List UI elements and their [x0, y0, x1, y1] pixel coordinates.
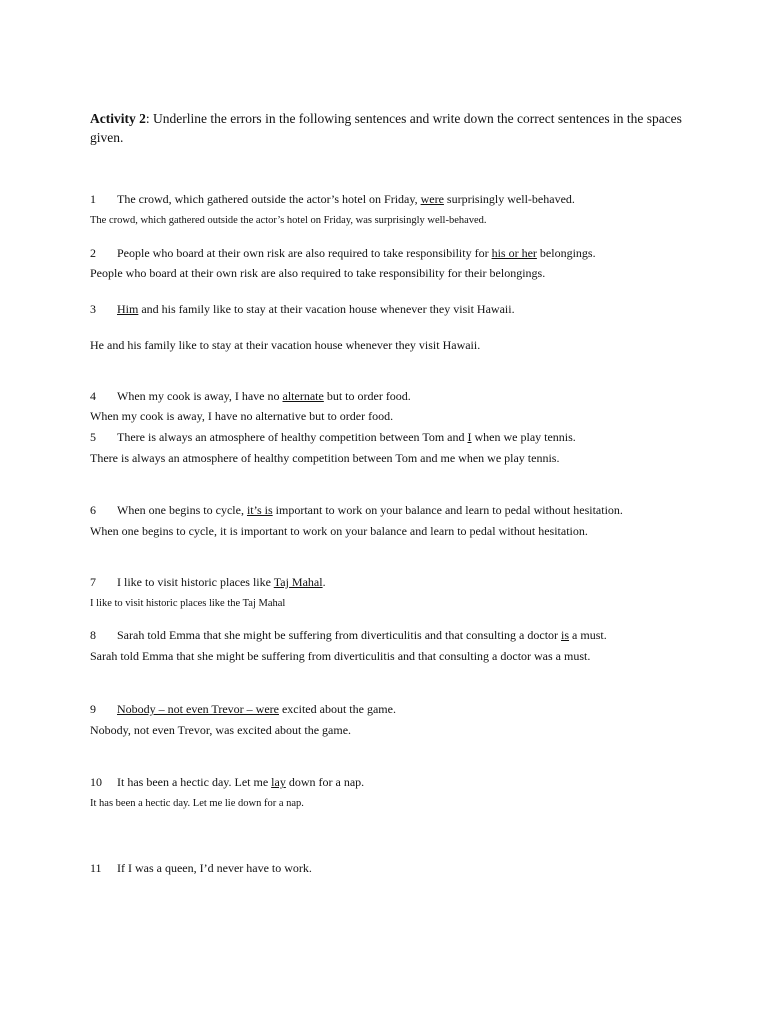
question-10: 10 It has been a hectic day. Let me lay down for a nap. [90, 775, 365, 789]
activity-heading [90, 109, 690, 147]
question-9: 9 Nobody – not even Trevor – were excited about the game. [90, 702, 396, 716]
question-4: 4 When my cook is away, I have no alternate but to order food. [90, 389, 411, 403]
error-underline: I [467, 430, 472, 444]
question-3: 3 Him and his family like to stay at their vacation house whenever they visit Hawaii. [90, 302, 515, 316]
answer-2: People who board at their own risk are also required to take responsibility for their belongings. [90, 266, 546, 280]
question-1: 1 The crowd, which gathered outside the actor’s hotel on Friday, were surprisingly well-behaved. [90, 192, 575, 206]
question-2: 2 People who board at their own risk are also required to take responsibility for his or her belongings. [90, 246, 596, 260]
error-underline: it’s is [246, 503, 273, 517]
activity-instructions: : Underline the errors in the following sentences and write down the correct sentences in the spaces given. [90, 111, 682, 145]
question-5: 5 There is always an atmosphere of healthy competition between Tom and I when we play tennis. [90, 430, 576, 444]
answer-3: He and his family like to stay at their vacation house whenever they visit Hawaii. [90, 338, 481, 352]
error-underline: were [420, 192, 444, 206]
question-7: 7 I like to visit historic places like Taj Mahal. [90, 575, 326, 589]
question-11: 11 If I was a queen, I’d never have to work. [90, 861, 312, 875]
answer-8: Sarah told Emma that she might be suffering from diverticulitis and that consulting a doctor was a must. [90, 649, 591, 663]
answer-7: I like to visit historic places like the Taj Mahal [90, 598, 286, 609]
answer-10: It has been a hectic day. Let me lie down for a nap. [90, 798, 304, 809]
error-underline: is [561, 628, 570, 642]
answer-5: There is always an atmosphere of healthy competition between Tom and me when we play tennis. [90, 451, 560, 465]
error-underline: his or her [491, 246, 537, 260]
error-underline: alternate [282, 389, 324, 403]
question-6: 6 When one begins to cycle, it’s is important to work on your balance and learn to pedal without hesitation. [90, 503, 623, 517]
answer-4: When my cook is away, I have no alternative but to order food. [90, 409, 394, 423]
error-underline: Him [117, 302, 139, 316]
answer-6: When one begins to cycle, it is important to work on your balance and learn to pedal without hesitation. [90, 524, 588, 538]
answer-1: The crowd, which gathered outside the actor’s hotel on Friday, was surprisingly well-behaved. [90, 215, 487, 226]
answer-9: Nobody, not even Trevor, was excited about the game. [90, 723, 352, 737]
error-underline: Nobody – not even Trevor – were [117, 702, 279, 716]
error-underline: lay [271, 775, 286, 789]
activity-label: Activity 2 [90, 111, 146, 126]
question-8: 8 Sarah told Emma that she might be suffering from diverticulitis and that consulting a doctor is a must. [90, 628, 607, 642]
error-underline: Taj Mahal [273, 575, 323, 589]
